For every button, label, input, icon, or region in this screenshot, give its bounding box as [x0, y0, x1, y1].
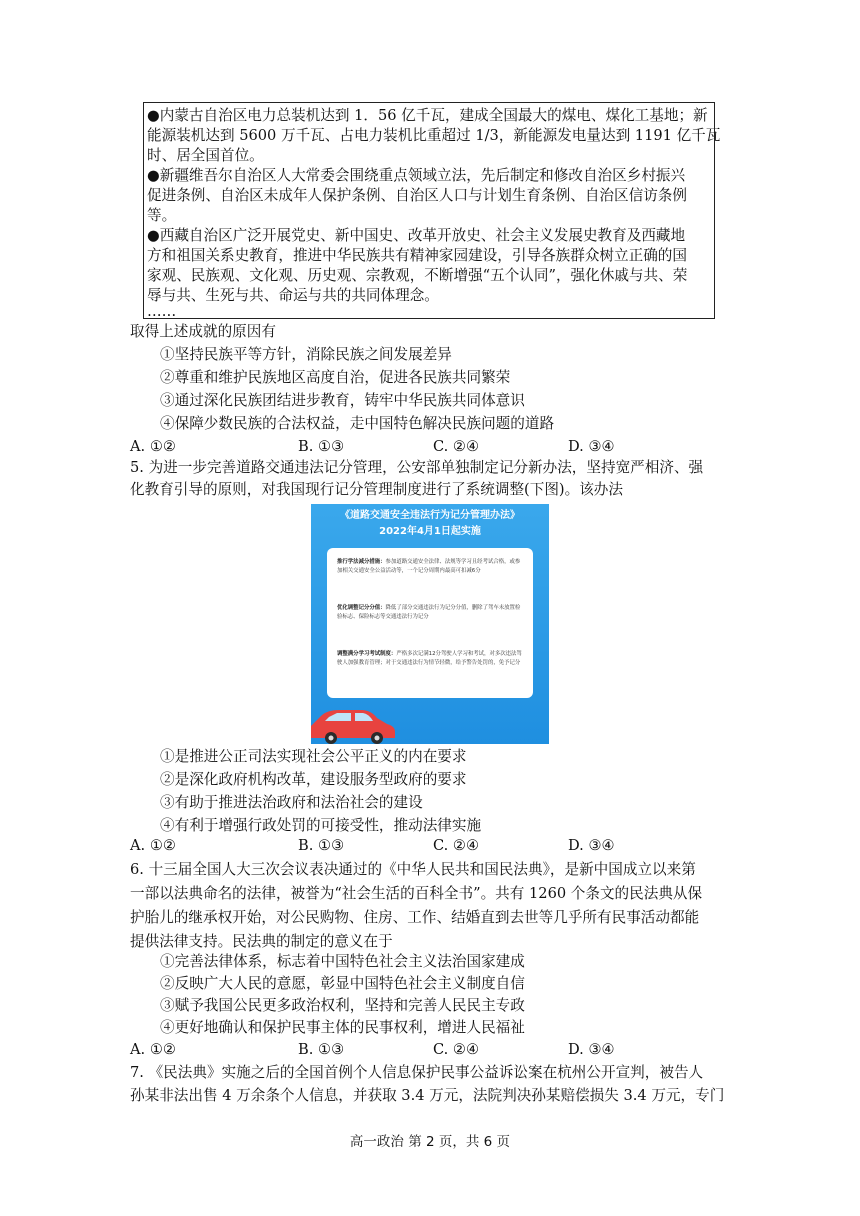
q6-option-d: D. ③④ [568, 1041, 615, 1058]
material-line: 家观、民族观、文化观、历史观、宗教观，不断增强“五个认同”，强化休戚与共、荣 [147, 267, 688, 284]
q7-stem-line: 孙某非法出售 4 万余条个人信息，并获取 3.4 万元，法院判决孙某赔偿损失 3.4 万元，专门 [130, 1087, 725, 1104]
q5-option-c: C. ②④ [433, 837, 480, 854]
poster-section-body: 参加道路交通安全法律、法规等学习且经考试合格，或参加相关交通安全公益活动等，一个记分周期内最高可扣减6分 [337, 559, 521, 574]
q6-option-a: A. ①② [130, 1041, 176, 1058]
q4-option-c: C. ②④ [433, 438, 480, 455]
q6-stem-line: 一部以法典命名的法律，被誉为“社会生活的百科全书”。共有 1260 个条文的民法典从保 [130, 885, 703, 902]
poster-section-head: 调整满分学习考试制度： [337, 651, 397, 657]
poster-title [317, 508, 543, 540]
q6-stem-line: 护胎儿的继承权开始，对公民购物、住房、工作、结婚直到去世等几乎所有民事活动都能 [130, 909, 700, 926]
q5-stem-line: 5. 为进一步完善道路交通违法记分管理，公安部单独制定记分新办法，坚持宽严相济、强 [130, 459, 704, 476]
poster-title-line1: 《道路交通安全违法行为记分管理办法》 [340, 510, 520, 521]
poster-title-line2: 2022年4月1日起实施 [379, 526, 481, 537]
material-line: 辱与共、生死与共、命运与共的共同体理念。 [147, 287, 439, 304]
car-illustration [311, 704, 397, 744]
q4-option-b: B. ①③ [298, 438, 345, 455]
q5-item-3: ③有助于推进法治政府和法治社会的建设 [160, 794, 423, 811]
q6-item-1: ①完善法律体系，标志着中国特色社会主义法治国家建成 [160, 953, 525, 970]
poster-section-body: 严格多次记满12分驾驶人学习和考试，对多次违法驾驶人加强教育管理；对于交通违法行为情节轻微，给予警告处罚的，免予记分 [337, 651, 522, 666]
material-line: 等。 [147, 207, 177, 224]
material-line: 时、居全国首位。 [147, 147, 264, 164]
q5-item-4: ④有利于增强行政处罚的可接受性，推动法律实施 [160, 817, 482, 834]
q5-option-a: A. ①② [130, 837, 176, 854]
q5-option-b: B. ①③ [298, 837, 345, 854]
q7-stem-line: 7. 《民法典》实施之后的全国首例个人信息保护民事公益诉讼案在杭州公开宣判，被告人 [130, 1064, 704, 1081]
q6-stem-line: 提供法律支持。民法典的制定的意义在于 [130, 933, 393, 950]
material-line: 促进条例、自治区未成年人保护条例、自治区人口与计划生育条例、自治区信访条例 [147, 187, 687, 204]
poster-section-head: 推行学法减分措施： [337, 559, 386, 565]
material-line: 能源装机达到 5600 万千瓦、占电力装机比重超过 1/3，新能源发电量达到 1191 亿千瓦 [147, 127, 721, 144]
q4-item-2: ②尊重和维护民族地区高度自治，促进各民族共同繁荣 [160, 369, 511, 386]
q4-item-1: ①坚持民族平等方针，消除民族之间发展差异 [160, 346, 452, 363]
poster-section [337, 604, 523, 621]
material-ellipsis: …… [147, 303, 177, 320]
poster-section-head: 优化调整记分分值： [337, 605, 386, 611]
q4-stem: 取得上述成就的原因有 [130, 323, 276, 340]
poster-section [337, 558, 523, 575]
page-footer: 高一政治 第 2 页，共 6 页 [349, 1134, 511, 1150]
q4-item-4: ④保障少数民族的合法权益，走中国特色解决民族问题的道路 [160, 415, 555, 432]
q5-item-2: ②是深化政府机构改革，建设服务型政府的要求 [160, 771, 467, 788]
poster-section [337, 650, 523, 667]
q4-option-a: A. ①② [130, 438, 176, 455]
material-line: ●内蒙古自治区电力总装机达到 1．56 亿千瓦，建成全国最大的煤电、煤化工基地；新 [147, 107, 708, 124]
q6-stem-line: 6. 十三届全国人大三次会议表决通过的《中华人民共和国民法典》，是新中国成立以来第 [130, 861, 696, 878]
q5-stem-line: 化教育引导的原则，对我国现行记分管理制度进行了系统调整(下图)。该办法 [130, 481, 623, 498]
q6-item-4: ④更好地确认和保护民事主体的民事权利，增进人民福祉 [160, 1019, 525, 1036]
q4-option-d: D. ③④ [568, 438, 615, 455]
poster-card [327, 548, 533, 698]
q5-item-1: ①是推进公正司法实现社会公平正义的内在要求 [160, 748, 467, 765]
material-line: ●新疆维吾尔自治区人大常委会围绕重点领域立法，先后制定和修改自治区乡村振兴 [147, 167, 686, 184]
q5-option-d: D. ③④ [568, 837, 615, 854]
q6-option-c: C. ②④ [433, 1041, 480, 1058]
material-line: ●西藏自治区广泛开展党史、新中国史、改革开放史、社会主义发展史教育及西藏地 [147, 227, 686, 244]
q6-item-3: ③赋予我国公民更多政治权利，坚持和完善人民民主专政 [160, 997, 525, 1014]
regulation-poster [311, 504, 549, 744]
q6-option-b: B. ①③ [298, 1041, 345, 1058]
material-line: 方和祖国关系史教育，推进中华民族共有精神家园建设，引导各族群众树立正确的国 [147, 247, 687, 264]
material-box [143, 102, 721, 320]
poster-section-body: 降低了部分交通违法行为记分分值，删除了驾车未放置检验标志、保险标志等交通违法行为记分 [337, 605, 521, 620]
q6-item-2: ②反映广大人民的意愿，彰显中国特色社会主义制度自信 [160, 975, 525, 992]
q4-item-3: ③通过深化民族团结进步教育，铸牢中华民族共同体意识 [160, 392, 525, 409]
